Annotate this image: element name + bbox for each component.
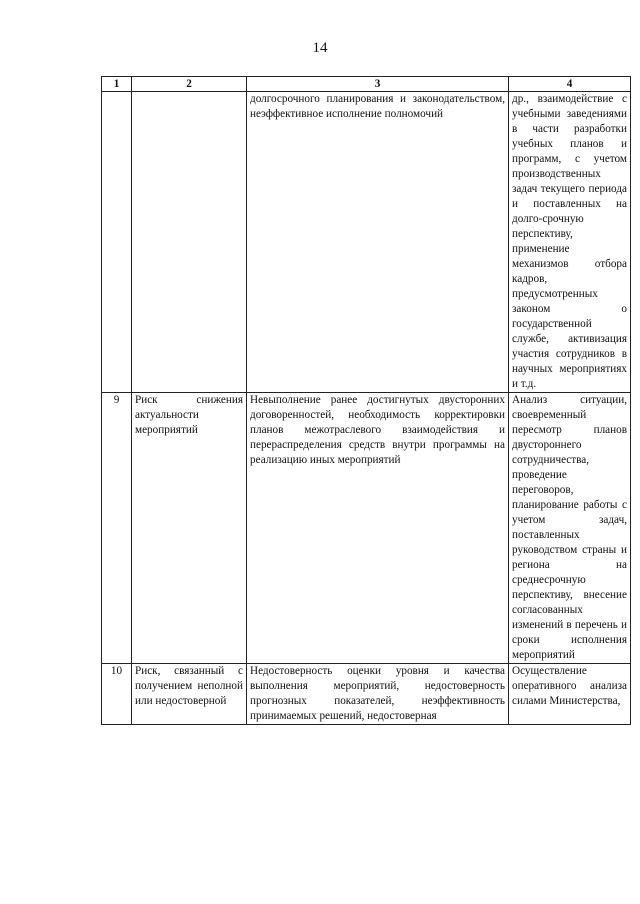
page-number: 14 xyxy=(312,40,328,56)
row-number: 10 xyxy=(102,664,132,725)
risk-measures: др., взаимодействие с учебными заведениями в части разработки учебных планов и программ, с учетом производственных задач текущего периода и поставленных на долго-срочную перспективу, применение механизмов отбора кадров, предусмотренных законом о государственной службе, активизация участия сотрудников в научных мероприятиях и т.д. xyxy=(509,92,631,393)
header-col-2: 2 xyxy=(132,77,247,92)
table-header-row xyxy=(102,77,631,92)
risk-name xyxy=(132,92,247,393)
risk-cause: Невыполнение ранее достигнутых двусторонних договоренностей, необходимость корректировки планов межотраслевого взаимодействия и перераспределения средств внутри программы на реализацию иных мероприятий xyxy=(247,393,509,664)
table-row xyxy=(102,393,631,664)
header-col-1: 1 xyxy=(102,77,132,92)
row-number: 9 xyxy=(102,393,132,664)
table-row xyxy=(102,92,631,393)
table-row xyxy=(102,664,631,725)
row-number xyxy=(102,92,132,393)
risk-cause: долгосрочного планирования и законодательством, неэффективное исполнение полномочий xyxy=(247,92,509,393)
risk-name: Риск, связанный с получением неполной или недостоверной xyxy=(132,664,247,725)
risk-cause: Недостоверность оценки уровня и качества выполнения мероприятий, недостоверность прогнозных показателей, неэффективность принимаемых решений, недостоверная xyxy=(247,664,509,725)
risk-measures: Осуществление оперативного анализа силами Министерства, xyxy=(509,664,631,725)
risk-measures: Анализ ситуации, своевременный пересмотр планов двустороннего сотрудничества, проведение переговоров, планирование работы с учетом задач, поставленных руководством страны и региона на среднесрочную перспективу, внесение согласованных изменений в перечень и сроки исполнения мероприятий xyxy=(509,393,631,664)
header-col-3: 3 xyxy=(247,77,509,92)
risk-table xyxy=(101,76,631,725)
header-col-4: 4 xyxy=(509,77,631,92)
risk-name: Риск снижения актуальности мероприятий xyxy=(132,393,247,664)
